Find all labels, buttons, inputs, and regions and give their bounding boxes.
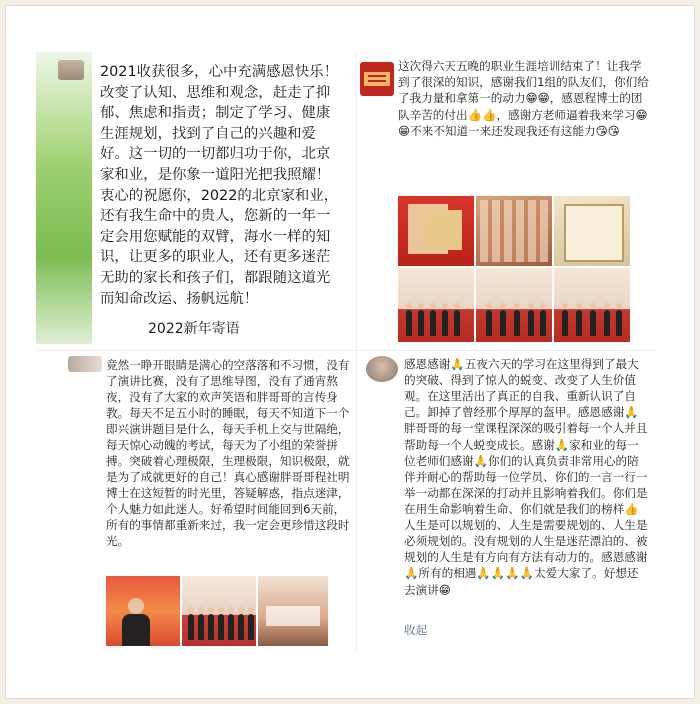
row-divider bbox=[36, 350, 656, 351]
column-divider bbox=[356, 52, 357, 652]
post2-avatar[interactable] bbox=[360, 62, 394, 96]
post1-signature: 2022新年寄语 bbox=[148, 321, 240, 337]
post2-photo-1[interactable] bbox=[398, 196, 474, 266]
post3-photo-3[interactable] bbox=[258, 576, 328, 646]
avatar-red-logo-icon bbox=[360, 62, 394, 96]
post2-photo-4[interactable] bbox=[398, 268, 474, 342]
post2-photo-6[interactable] bbox=[554, 268, 630, 342]
post3-avatar[interactable] bbox=[68, 356, 102, 372]
post4-text: 感恩感谢🙏五夜六天的学习在这里得到了最大的突破、得到了惊人的蜕变、改变了人生价值观。在这里活出了真正的自我、重新认识了自己。卸掉了曾经那个厚厚的盔甲。感恩感谢🙏胖哥哥的每一堂课程深深的吸引着每一个人并且帮助每一个人蜕变成长。感谢🙏家和业的每一位老师们感谢🙏你们的认真负责非常用心的陪伴并耐心的帮助每一位学员、你们的一言一行一举一动都在深深的打动并且影响着我们。你们是在用生命影响着生命、你们就是我们的榜样👍人生是可以规划的、人生是需要规划的、人生是必须规划的。没有规划的人生是迷茫漂泊的、被规划的人生是有方向有方法有动力的。感恩感谢🙏所有的相遇🙏🙏🙏🙏太爱大家了。好想还去演讲😁 bbox=[404, 357, 648, 597]
post2-text: 这次得六天五晚的职业生涯培训结束了！让我学到了很深的知识，感谢我们1组的队友们，你们给了我力量和拿第一的动力😁😁，感恩程博士的团队辛苦的付出👍👍，感谢方老师逼着我来学习😁😁不来不知道一来还发现我还有这能力😘😘 bbox=[398, 59, 649, 138]
post4-avatar[interactable] bbox=[366, 356, 398, 382]
post1-text: 2021收获很多，心中充满感恩快乐！改变了认知、思维和观念，赶走了抑郁、焦虑和指责；制定了学习、健康生涯规划，找到了自己的兴趣和爱好。这一切的一切都归功于你，北京家和业，是你象一道阳光把我照耀！衷心的祝愿你，2022的北京家和业，还有我生命中的贵人，您新的一年一定会用您赋能的双臂，海水一样的知识，让更多的职业人，还有更多迷茫无助的家长和孩子们，都跟随这道光而知命改运、扬帆远航！ bbox=[100, 64, 339, 307]
post2-photo-5[interactable] bbox=[476, 268, 552, 342]
post1-background-image bbox=[36, 52, 92, 344]
post3-photo-2[interactable] bbox=[182, 576, 256, 646]
post3-text: 竟然一睁开眼睛是满心的空落落和不习惯，没有了演讲比赛，没有了思维导图，没有了通宵熬夜，没有了大家的欢声笑语和胖哥哥的言传身教。每天不足五小时的睡眠，每天不知道下一个即兴演讲题目是什么，每天手机上交与世隔绝，每天惊心动魄的考试，每天为了小组的荣誉拼搏。突破着心理极限，生理极限，知识极限，就是为了成就更好的自己！真心感谢胖哥哥程社明博士在这短暂的时光里，答疑解惑，指点迷津，个人魅力如此迷人。好希望时间能回到6天前，所有的事情都重新来过，我一定会更珍惜这段时光。 bbox=[106, 358, 350, 548]
collapse-link[interactable]: 收起 bbox=[404, 623, 428, 637]
post1-avatar[interactable] bbox=[58, 60, 84, 80]
post3-photo-1[interactable] bbox=[106, 576, 180, 646]
post2-photo-2[interactable] bbox=[476, 196, 552, 266]
post2-photo-3[interactable] bbox=[554, 196, 630, 266]
